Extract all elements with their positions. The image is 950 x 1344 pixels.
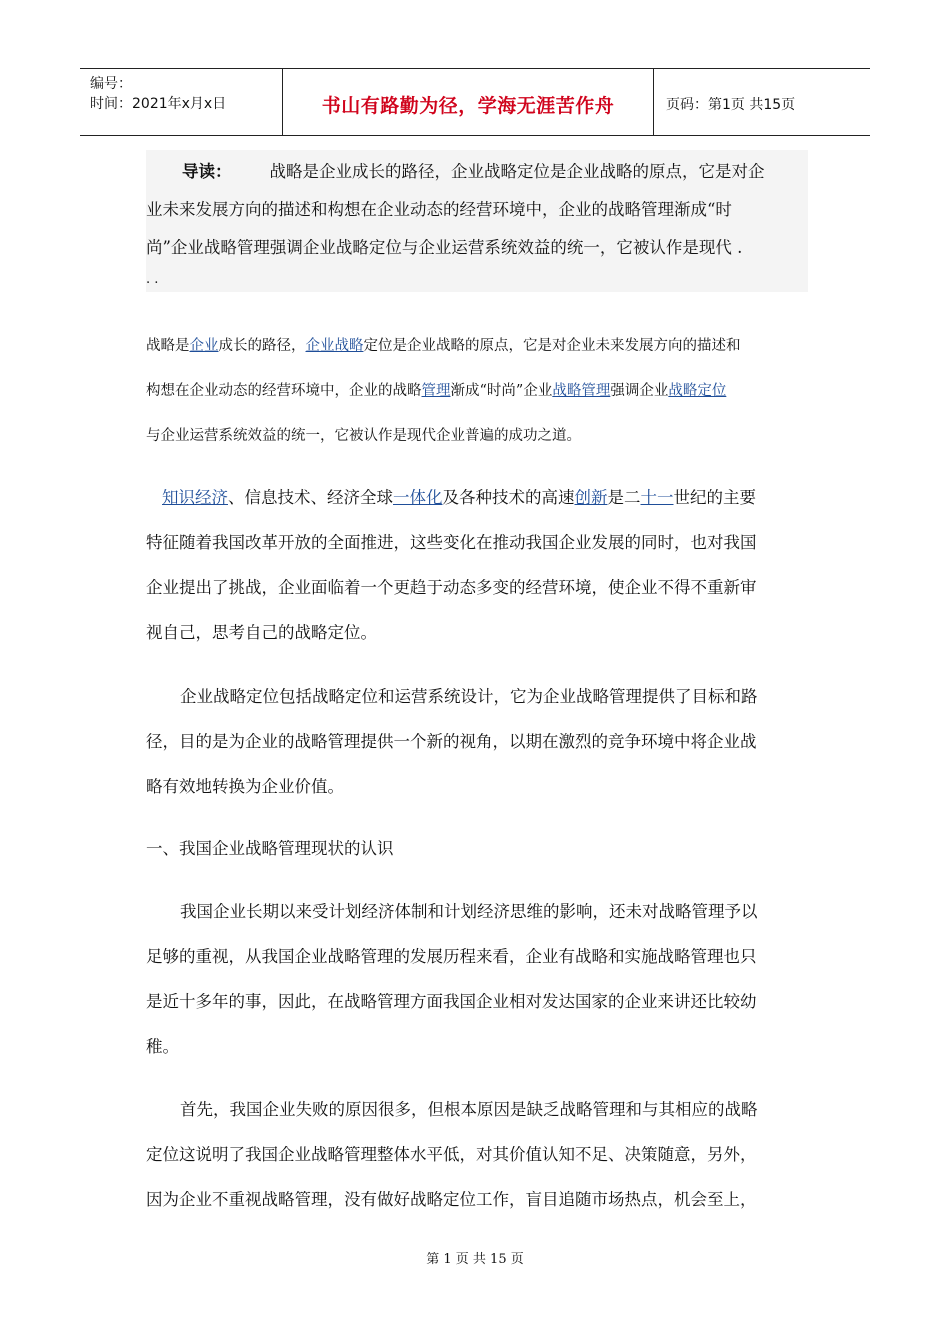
link-innovation[interactable]: 创新	[574, 488, 608, 507]
text: 渐成“时尚”企业	[450, 383, 553, 399]
text: 及各种技术的高速	[442, 488, 575, 507]
link-enterprise-strategy[interactable]: 企业战略	[305, 338, 364, 354]
paragraph-line: 企业提出了挑战，企业面临着一个更趋于动态多变的经营环境，使企业不得不重新审	[146, 578, 757, 597]
link-strategic-management[interactable]: 战略管理	[552, 383, 611, 399]
link-enterprise[interactable]: 企业	[189, 338, 219, 354]
paragraph-line: 因为企业不重视战略管理，没有做好战略定位工作，盲目追随市场热点，机会至上，	[146, 1190, 757, 1209]
motto: 书山有路勤为径，学海无涯苦作舟	[321, 95, 615, 117]
text: 世纪的主要	[673, 488, 756, 507]
paragraph-line: 是近十多年的事，因此，在战略管理方面我国企业相对发达国家的企业来讲还比较幼	[146, 992, 757, 1011]
text: 强调企业	[610, 383, 669, 399]
header-left-cell	[80, 69, 282, 135]
paragraph-line: 企业战略定位包括战略定位和运营系统设计，它为企业战略管理提供了目标和路	[180, 687, 758, 706]
paragraph-line: 与企业运营系统效益的统一，它被认作是现代企业普遍的成功之道。	[146, 428, 581, 444]
header-right-cell	[654, 69, 870, 135]
intro-summary	[146, 150, 808, 292]
link-management[interactable]: 管理	[421, 383, 451, 399]
intro-line	[146, 158, 765, 182]
paragraph-line	[146, 334, 806, 355]
text: 构想在企业动态的经营环境中，企业的战略	[146, 383, 422, 399]
intro-label: 导读：	[182, 162, 232, 181]
link-knowledge-economy[interactable]: 知识经济	[162, 488, 228, 507]
page-footer: 第 1 页 共 15 页	[426, 1252, 524, 1267]
paragraph-line: 我国企业长期以来受计划经济体制和计划经济思维的影响，还未对战略管理予以	[180, 902, 758, 921]
paragraph-line: 稚。	[146, 1037, 179, 1056]
number-label: 编号：	[90, 76, 132, 92]
text: 、信息技术、经济全球	[228, 488, 393, 507]
section-heading: 一、我国企业战略管理现状的认识	[146, 839, 394, 858]
intro-text: 战略是企业成长的路径，企业战略定位是企业战略的原点，它是对企	[269, 162, 765, 181]
header-center-cell	[282, 69, 654, 135]
date-label: 时间：2021年x月x日	[90, 96, 227, 112]
document-header	[80, 68, 870, 136]
intro-line: 尚”企业战略管理强调企业战略定位与企业运营系统效益的统一，它被认作是现代 .	[146, 238, 743, 257]
paragraph-line	[146, 379, 806, 400]
link-strategic-positioning[interactable]: 战略定位	[668, 383, 727, 399]
intro-line: 业未来发展方向的描述和构想在企业动态的经营环境中，企业的战略管理渐成“时	[146, 200, 732, 219]
page-info: 页码：第1页 共15页	[666, 97, 796, 113]
text: 是二	[607, 488, 641, 507]
paragraph-line: 略有效地转换为企业价值。	[146, 777, 344, 796]
paragraph-line: 定位这说明了我国企业战略管理整体水平低，对其价值认知不足、决策随意，另外，	[146, 1145, 757, 1164]
link-twenty-first[interactable]: 十一	[640, 488, 674, 507]
intro-line: . .	[146, 272, 159, 287]
text: 定位是企业战略的原点，它是对企业未来发展方向的描述和	[363, 338, 741, 354]
paragraph-line: 径，目的是为企业的战略管理提供一个新的视角，以期在激烈的竞争环境中将企业战	[146, 732, 757, 751]
paragraph-line: 首先，我国企业失败的原因很多，但根本原因是缺乏战略管理和与其相应的战略	[180, 1100, 758, 1119]
paragraph-line	[162, 484, 822, 508]
paragraph-line: 视自己，思考自己的战略定位。	[146, 623, 377, 642]
paragraph-line: 特征随着我国改革开放的全面推进，这些变化在推动我国企业发展的同时，也对我国	[146, 533, 757, 552]
text: 成长的路径，	[218, 338, 306, 354]
link-integration[interactable]: 一体化	[393, 488, 443, 507]
text: 战略是	[146, 338, 190, 354]
paragraph-line: 足够的重视，从我国企业战略管理的发展历程来看，企业有战略和实施战略管理也只	[146, 947, 757, 966]
